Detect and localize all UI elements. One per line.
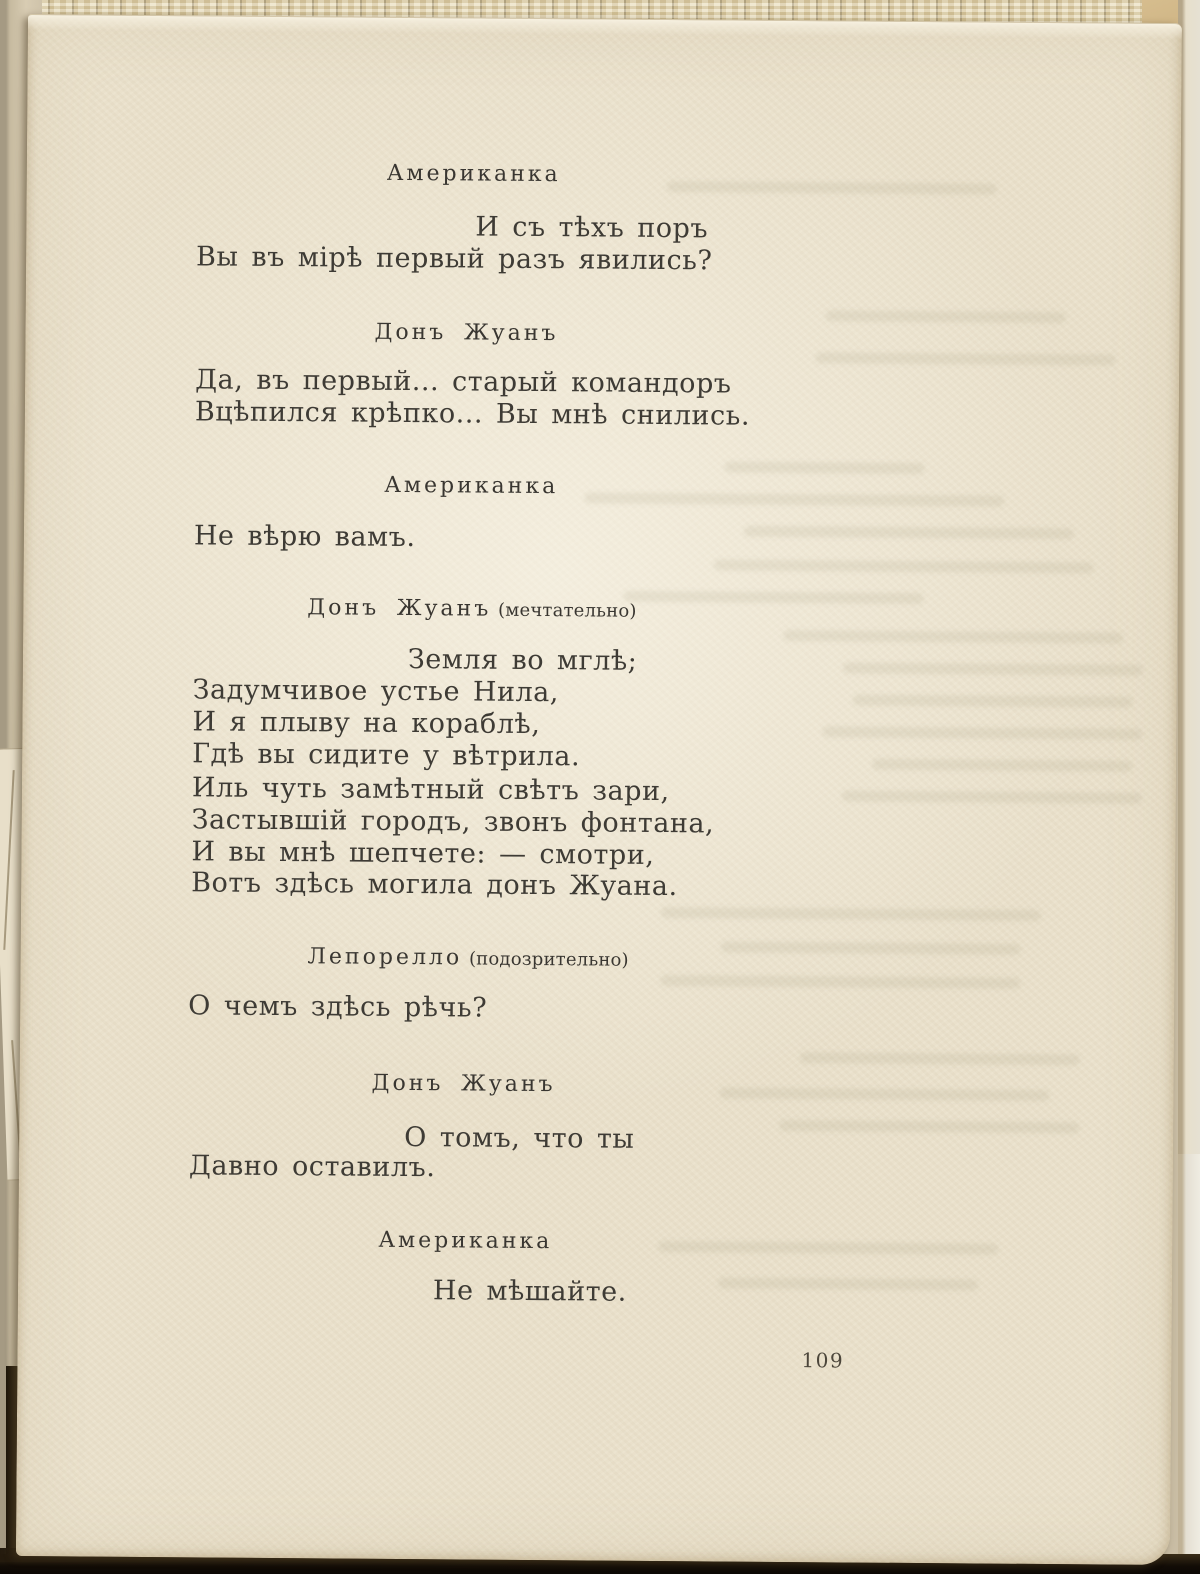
line-text: Вотъ здѣсь могила донъ Жуана. [191, 867, 678, 903]
speaker-name: Американка [386, 160, 561, 188]
show-through-smudge [623, 591, 923, 604]
show-through-smudge [718, 1277, 978, 1290]
line-text: Да, въ первый... старый командоръ [195, 364, 732, 400]
show-through-smudge [658, 1241, 998, 1255]
speaker-heading [386, 160, 561, 188]
line-text: Не вѣрю вамъ. [193, 520, 416, 554]
dialogue-line [475, 211, 709, 245]
show-through-smudge [744, 526, 1074, 540]
line-text: И я плыву на кораблѣ, [192, 706, 541, 741]
dialogue-line [404, 1121, 635, 1155]
line-text: Давно оставилъ. [188, 1150, 436, 1184]
dialogue-line [192, 706, 541, 741]
dialogue-line [191, 867, 678, 903]
speaker-name: Донъ Жуанъ [307, 595, 492, 622]
page-number [801, 1348, 845, 1373]
line-text: Не мѣшайте. [432, 1275, 627, 1308]
line-text: О томъ, что ты [404, 1121, 635, 1155]
dialogue-line [191, 838, 654, 869]
show-through-smudge [721, 941, 1021, 954]
show-through-smudge [584, 492, 1004, 506]
show-through-smudge [667, 181, 997, 195]
speaker-heading [384, 472, 559, 500]
speaker-heading [371, 1070, 556, 1098]
show-through-smudge [720, 1087, 1050, 1101]
speaker-name: Лепорелло [307, 944, 463, 971]
show-through-smudge [714, 559, 1094, 573]
right-page-stack-edge [1178, 0, 1200, 1574]
show-through-smudge [800, 1052, 1080, 1065]
dialogue-line [408, 646, 638, 675]
dialogue-line [194, 396, 751, 432]
line-text: Земля во мглѣ; [407, 644, 638, 677]
line-text: Иль чуть замѣтный свѣтъ зари, [191, 772, 670, 808]
line-text: Застывшій городъ, звонъ фонтана, [191, 804, 715, 840]
speaker-heading [308, 946, 629, 971]
dialogue-line [191, 772, 670, 808]
stage-direction: (мечтательно) [491, 599, 637, 622]
show-through-smudge [826, 310, 1066, 323]
speaker-name: Американка [384, 472, 559, 500]
show-through-smudge [822, 726, 1142, 740]
show-through-smudge [661, 907, 1041, 921]
book-page [16, 14, 1182, 1565]
speaker-name: Донъ Жуанъ [374, 319, 559, 347]
show-through-smudge [853, 694, 1133, 707]
show-through-smudge [815, 352, 1115, 365]
dialogue-line [195, 364, 732, 400]
dialogue-line [195, 241, 713, 277]
dialogue-line [433, 1277, 627, 1306]
dialogue-line [192, 674, 560, 709]
speaker-name: Американка [378, 1227, 553, 1255]
dialogue-line [188, 1150, 436, 1184]
show-through-smudge [783, 630, 1123, 644]
speaker-heading [307, 597, 636, 622]
show-through-smudge [779, 1120, 1079, 1133]
line-text: 109 [801, 1348, 845, 1373]
dialogue-line [193, 520, 416, 554]
dialogue-line [192, 738, 581, 773]
show-through-smudge [872, 759, 1132, 772]
show-through-smudge [843, 662, 1143, 675]
show-through-smudge [724, 461, 924, 474]
line-text: О чемъ здѣсь рѣчь? [188, 990, 488, 1024]
line-text: И вы мнѣ шепчете: — смотри, [191, 836, 655, 871]
show-through-smudge [660, 975, 1020, 989]
line-text: Задумчивое устье Нила, [192, 674, 560, 709]
line-text: Вцѣпился крѣпко... Вы мнѣ снились. [194, 396, 751, 432]
line-text: Вы въ мірѣ первый разъ явились? [195, 241, 713, 277]
show-through-smudge [842, 790, 1142, 803]
speaker-heading [378, 1227, 553, 1255]
stage-direction: (подозрительно) [462, 948, 629, 971]
dialogue-line [191, 804, 715, 840]
speaker-heading [374, 319, 559, 347]
line-text: Гдѣ вы сидите у вѣтрила. [192, 738, 581, 773]
line-text: И съ тѣхъ поръ [475, 211, 709, 245]
dialogue-line [188, 990, 488, 1024]
right-page-stack-lower [1178, 1154, 1200, 1574]
speaker-name: Донъ Жуанъ [371, 1070, 556, 1098]
